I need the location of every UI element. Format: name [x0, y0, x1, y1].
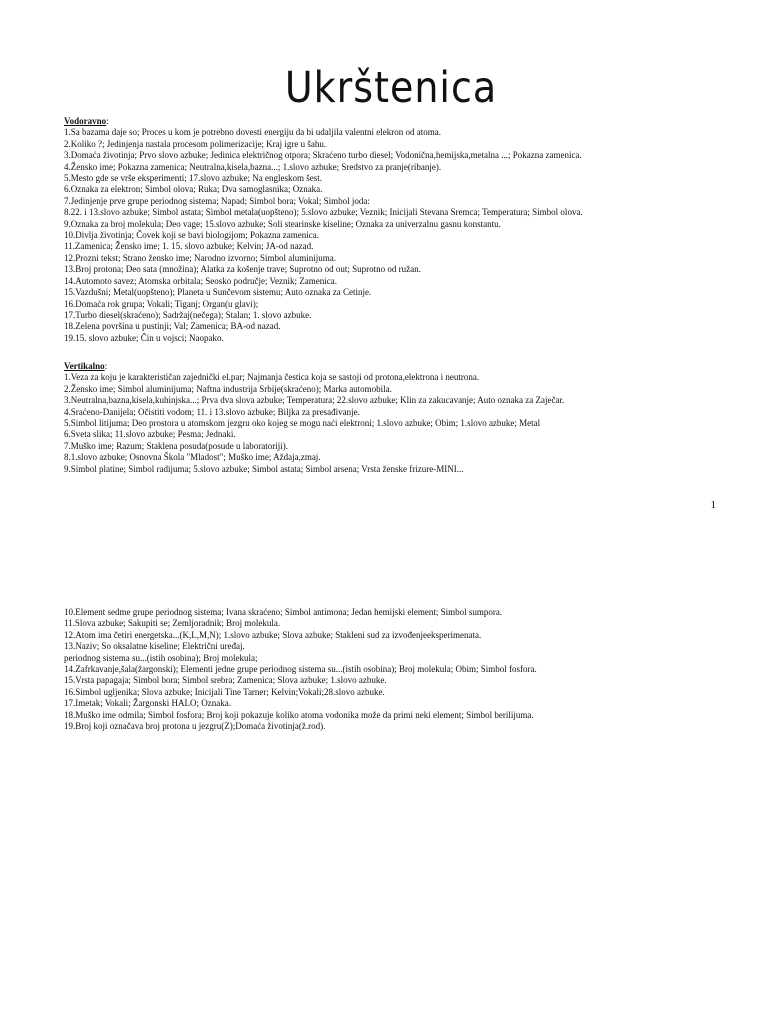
clue-line: 13.Naziv; So oksalatne kiseline; Električni uređaj.: [64, 641, 245, 652]
clue-line: periodnog sistema su...(istih osobina); Broj molekula;: [64, 652, 258, 663]
clue-line: 1.Veza za koju je karakterističan zajednički el.par; Najmanja čestica koja se sastoji od protona,elektrona i neutrona.: [64, 372, 480, 383]
vertical-section-label: Vertikalno:: [64, 361, 108, 371]
clue-line: 15.Vazdušni; Metal(uopšteno); Planeta u Sunčevom sistemu; Auto oznaka za Cetinje.: [64, 287, 372, 298]
vertical-clues: [64, 361, 754, 475]
clue-line: 16.Domaća rok grupa; Vokali; Tiganj; Organ(u glavi);: [64, 298, 259, 309]
clue-line: 12.Atom ima četiri energetska...(K,L,M,N); 1.slovo azbuke; Slova azbuke; Stakleni sud za izvođenjeeksperimenata.: [64, 629, 482, 640]
clue-line: 19.Broj koji označava broj protona u jezgru(Z);Domaća životinja(ž.rod).: [64, 721, 326, 732]
clue-line: 18.Muško ime odmila; Simbol fosfora; Broj koji pokazuje koliko atoma vodonika može da primi neki element; Simbol berilijuma.: [64, 709, 534, 720]
horizontal-clues: [64, 116, 754, 344]
clue-line: 3.Neutralna,bazna,kisela,kuhinjska...; Prva dva slova azbuke; Temperatura; 22.slovo azbuke; Klin za zakucavanje; Auto oznaka za Zaječar.: [64, 395, 565, 406]
clue-line: 11.Zamenica; Žensko ime; 1. 15. slovo azbuke; Kelvin; JA-od nazad.: [64, 241, 314, 252]
horizontal-section-label: Vodoravno:: [64, 116, 109, 126]
clue-line: 17.Imetak; Vokali; Žargonski HALO; Oznaka.: [64, 698, 231, 709]
page-title: Ukrštenica: [284, 63, 498, 113]
clue-line: 11.Slova azbuke; Sakupiti se; Zemljoradnik; Broj molekula.: [64, 618, 281, 629]
clue-line: 9.Oznaka za broj molekula; Deo vage; 15.slovo azbuke; Soli stearinske kiseline; Oznaka za univerzalnu gasnu konstantu.: [64, 218, 501, 229]
clue-line: 6.Oznaka za elektron; Simbol olova; Ruka; Dva samoglasnika; Oznaka.: [64, 184, 323, 195]
clue-line: 10.Divlja životinja; Čovek koji se bavi biologijom; Pokazna zamenica.: [64, 230, 319, 241]
clue-line: 19.15. slovo azbuke; Čin u vojsci; Naopako.: [64, 332, 224, 343]
clue-line: 9.Simbol platine; Simbol radijuma; 5.slovo azbuke; Simbol astata; Simbol arsena; Vrsta ženske frizure-MINI...: [64, 463, 464, 474]
clue-line: 3.Domaća životinja; Prvo slovo azbuke; Jedinica električnog otpora; Skraćeno turbo diesel; Vodonična,hemijska,metalna ...; Pokazna zamenica.: [64, 150, 582, 161]
clue-line: 17.Turbo diesel(skraćeno); Sadržaj(nečega); Stalan; 1. slovo azbuke.: [64, 309, 312, 320]
clue-line: 6.Sveta slika; 11.slovo azbuke; Pesma; Jednaki.: [64, 429, 236, 440]
clue-line: 7.Jedinjenje prve grupe periodnog sistema; Napad; Simbol bora; Vokal; Simbol joda:: [64, 195, 370, 206]
clue-line: 15.Vrsta papagaja; Simbol bora; Simbol srebra; Zamenica; Slova azbuke; 1.slovo azbuke.: [64, 675, 387, 686]
clue-line: 8.22. i 13.slovo azbuke; Simbol astata; Simbol metala(uopšteno); 5.slovo azbuke; Veznik; Inicijali Stevana Sremca; Temperatura; Simbol olova.: [64, 207, 583, 218]
clue-line: 14.Zafrkavanje,šala(žargonski); Elementi jedne grupe periodnog sistema su...(istih osobina); Broj molekula; Obim; Simbol fosfora.: [64, 664, 537, 675]
clue-line: 13.Broj protona; Deo sata (množina); Alatka za košenje trave; Suprotno od out; Suprotno od ružan.: [64, 264, 421, 275]
vertical-clue-list-continued: [64, 607, 754, 732]
page-number: 1: [710, 499, 716, 511]
clue-line: 2.Žensko ime; Simbol aluminijuma; Naftna industrija Srbije(skraćeno); Marka automobila.: [64, 383, 392, 394]
clue-line: 1.Sa bazama daje so; Proces u kom je potrebno dovesti energiju da bi udaljila valentni elekron od atoma.: [64, 127, 441, 138]
clue-line: 16.Simbol ugljenika; Slova azbuke; Inicijali Tine Tarner; Kelvin;Vokali;28.slovo azbuke.: [64, 686, 385, 697]
clue-line: 10.Element sedme grupe periodnog sistema; Ivana skraćeno; Simbol antimona; Jedan hemijski element; Simbol sumpora.: [64, 607, 503, 617]
vertical-clue-list: [64, 372, 754, 475]
vertical-clues-continued: [64, 607, 754, 732]
clue-line: 14.Automoto savez; Atomska orbitala; Seosko područje; Veznik; Zamenica.: [64, 275, 338, 286]
clue-line: 5.Simbol litijuma; Deo prostora u atomskom jezgru oko kojeg se mogu naći elektroni; 1.slovo azbuke; Obim; 1.slovo azbuke; Metal: [64, 418, 541, 429]
horizontal-clue-list: [64, 127, 754, 344]
clue-line: 12.Prozni tekst; Strano žensko ime; Narodno izvorno; Simbol aluminijuma.: [64, 252, 336, 263]
clue-line: 4.Sraćeno-Danijela; Očistiti vodom; 11. i 13.slovo azbuke; Biljka za presađivanje.: [64, 406, 360, 417]
clue-line: 8.1.slovo azbuke; Osnovna Škola "Mladost"; Muško ime; Aždaja,zmaj.: [64, 452, 321, 463]
clue-line: 7.Muško ime; Razum; Staklena posuda(posude u laboratoriji).: [64, 440, 288, 451]
clue-line: 4.Žensko ime; Pokazna zamenica; Neutralna,kisela,bazna...; 1.slovo azbuke; Sredstvo za pranje(ribanje).: [64, 161, 442, 172]
clue-line: 5.Mesto gde se vrše eksperimenti; 17.slovo azbuke; Na engleskom šest.: [64, 173, 322, 184]
clue-line: 18.Zelena površina u pustinji; Val; Zamenica; BA-od nazad.: [64, 321, 281, 332]
clue-line: 2.Koliko ?; Jedinjenja nastala procesom polimerizacije; Kraj igre u šahu.: [64, 138, 327, 149]
